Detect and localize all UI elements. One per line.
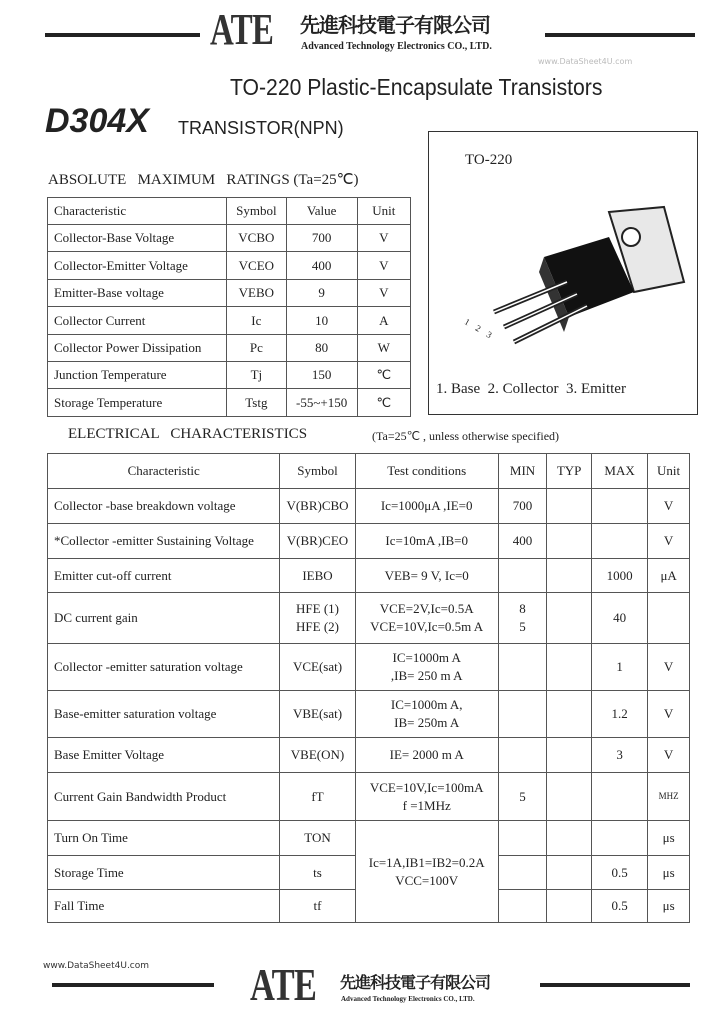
electrical-table — [47, 453, 690, 923]
header-rule-left — [45, 33, 200, 37]
symbol-cell: VEBO — [226, 279, 286, 306]
column-header-value: Value — [286, 198, 357, 225]
to220-package-icon — [459, 182, 689, 352]
min-cell: 5 — [498, 773, 546, 821]
test-conditions-cell: VCE=10V,Ic=100mA f =1MHz — [355, 773, 498, 821]
unit-cell: V — [357, 279, 410, 306]
unit-cell: ℃ — [357, 389, 410, 416]
table-header-row — [48, 454, 690, 489]
footer-rule-left — [52, 983, 214, 987]
symbol-cell: V(BR)CEO — [280, 524, 355, 559]
document-title: TO-220 Plastic-Encapsulate Transistors — [230, 74, 603, 100]
unit-cell: V — [648, 644, 690, 691]
footer-company-name-en: Advanced Technology Electronics CO., LTD. — [341, 995, 475, 1003]
footer-rule-right — [540, 983, 690, 987]
abs-max-heading: ABSOLUTE MAXIMUM RATINGS (Ta=25℃) — [48, 172, 359, 188]
min-cell: 400 — [498, 524, 546, 559]
symbol-cell: fT — [280, 773, 355, 821]
typ-cell — [547, 644, 592, 691]
test-conditions-cell: VEB= 9 V, Ic=0 — [355, 559, 498, 593]
value-cell: 700 — [286, 225, 357, 252]
footer-watermark: www.DataSheet4U.com — [43, 961, 150, 971]
unit-cell: V — [648, 489, 690, 524]
symbol-cell: VCE(sat) — [280, 644, 355, 691]
characteristic-cell: Current Gain Bandwidth Product — [48, 773, 280, 821]
value-cell: 400 — [286, 252, 357, 279]
table-row — [48, 334, 411, 361]
max-cell — [591, 821, 647, 856]
typ-cell — [547, 890, 592, 923]
value-cell: 80 — [286, 334, 357, 361]
characteristic-cell: Collector-Base Voltage — [48, 225, 227, 252]
table-row — [48, 644, 690, 691]
symbol-cell: VCBO — [226, 225, 286, 252]
typ-cell — [547, 559, 592, 593]
characteristic-cell: Collector-Emitter Voltage — [48, 252, 227, 279]
table-row — [48, 773, 690, 821]
max-cell: 1.2 — [591, 691, 647, 738]
table-row — [48, 559, 690, 593]
characteristic-cell: Collector Current — [48, 307, 227, 334]
min-cell — [498, 821, 546, 856]
test-conditions-cell: VCE=2V,Ic=0.5A VCE=10V,Ic=0.5m A — [355, 593, 498, 644]
column-header-max: MAX — [591, 454, 647, 489]
typ-cell — [547, 489, 592, 524]
unit-cell: ℃ — [357, 361, 410, 388]
column-header-min: MIN — [498, 454, 546, 489]
symbol-cell: Tstg — [226, 389, 286, 416]
watermark: www.DataSheet4U.com — [538, 57, 633, 66]
symbol-cell: V(BR)CBO — [280, 489, 355, 524]
test-conditions-cell: IE= 2000 m A — [355, 738, 498, 773]
typ-cell — [547, 593, 592, 644]
table-row — [48, 225, 411, 252]
characteristic-cell: Turn On Time — [48, 821, 280, 856]
table-row — [48, 593, 690, 644]
symbol-cell: VBE(sat) — [280, 691, 355, 738]
characteristic-cell: Base Emitter Voltage — [48, 738, 280, 773]
characteristic-cell: Collector -base breakdown voltage — [48, 489, 280, 524]
column-header-unit: Unit — [648, 454, 690, 489]
max-cell: 3 — [591, 738, 647, 773]
unit-cell — [648, 593, 690, 644]
column-header-characteristic: Characteristic — [48, 454, 280, 489]
header-rule-right — [545, 33, 695, 37]
pin-numbers: 1 2 3 — [462, 316, 497, 342]
company-name-cn: 先進科技電子有限公司 — [300, 13, 490, 37]
typ-cell — [547, 691, 592, 738]
table-header-row — [48, 198, 411, 225]
typ-cell — [547, 821, 592, 856]
characteristic-cell: Collector -emitter saturation voltage — [48, 644, 280, 691]
characteristic-cell: DC current gain — [48, 593, 280, 644]
column-header-typ: TYP — [547, 454, 592, 489]
column-header-symbol: Symbol — [226, 198, 286, 225]
max-cell — [591, 773, 647, 821]
value-cell: 150 — [286, 361, 357, 388]
unit-cell: μs — [648, 890, 690, 923]
characteristic-cell: Emitter-Base voltage — [48, 279, 227, 306]
max-cell: 0.5 — [591, 890, 647, 923]
footer-ate-logo: ATE — [250, 959, 317, 1010]
symbol-cell: VBE(ON) — [280, 738, 355, 773]
min-cell: 700 — [498, 489, 546, 524]
part-type: TRANSISTOR(NPN) — [178, 118, 344, 138]
table-row — [48, 389, 411, 416]
table-row — [48, 252, 411, 279]
characteristic-cell: Collector Power Dissipation — [48, 334, 227, 361]
symbol-cell: IEBO — [280, 559, 355, 593]
table-row — [48, 524, 690, 559]
min-cell — [498, 738, 546, 773]
symbol-cell: VCEO — [226, 252, 286, 279]
max-cell — [591, 489, 647, 524]
symbol-cell: Tj — [226, 361, 286, 388]
typ-cell — [547, 773, 592, 821]
max-cell: 1 — [591, 644, 647, 691]
symbol-cell: TON — [280, 821, 355, 856]
min-cell: 8 5 — [498, 593, 546, 644]
test-conditions-cell: IC=1000m A, IB= 250m A — [355, 691, 498, 738]
typ-cell — [547, 856, 592, 890]
electrical-heading: ELECTRICAL CHARACTERISTICS — [68, 426, 308, 442]
characteristic-cell: *Collector -emitter Sustaining Voltage — [48, 524, 280, 559]
table-row — [48, 307, 411, 334]
characteristic-cell: Fall Time — [48, 890, 280, 923]
unit-cell: W — [357, 334, 410, 361]
symbol-cell: tf — [280, 890, 355, 923]
value-cell: 9 — [286, 279, 357, 306]
column-header-characteristic: Characteristic — [48, 198, 227, 225]
value-cell: 10 — [286, 307, 357, 334]
test-conditions-cell: Ic=1A,IB1=IB2=0.2A VCC=100V — [355, 821, 498, 923]
package-name: TO-220 — [465, 152, 513, 168]
footer-company-name-cn: 先進科技電子有限公司 — [340, 973, 491, 992]
column-header-unit: Unit — [357, 198, 410, 225]
characteristic-cell: Base-emitter saturation voltage — [48, 691, 280, 738]
unit-cell: V — [357, 225, 410, 252]
unit-cell: μA — [648, 559, 690, 593]
test-conditions-cell: Ic=10mA ,IB=0 — [355, 524, 498, 559]
max-cell: 0.5 — [591, 856, 647, 890]
table-row — [48, 738, 690, 773]
typ-cell — [547, 524, 592, 559]
unit-cell: μs — [648, 821, 690, 856]
symbol-cell: Ic — [226, 307, 286, 334]
column-header-symbol: Symbol — [280, 454, 355, 489]
abs-max-table — [47, 197, 411, 417]
unit-cell: A — [357, 307, 410, 334]
table-row — [48, 361, 411, 388]
electrical-note: (Ta=25℃ , unless otherwise specified) — [372, 429, 560, 443]
min-cell — [498, 559, 546, 593]
table-row — [48, 691, 690, 738]
max-cell: 1000 — [591, 559, 647, 593]
test-conditions-cell: IC=1000m A ,IB= 250 m A — [355, 644, 498, 691]
test-conditions-cell: Ic=1000μA ,IE=0 — [355, 489, 498, 524]
table-row — [48, 489, 690, 524]
unit-cell: V — [648, 691, 690, 738]
table-row — [48, 279, 411, 306]
table-row — [48, 821, 690, 856]
value-cell: -55~+150 — [286, 389, 357, 416]
unit-cell: V — [648, 738, 690, 773]
characteristic-cell: Emitter cut-off current — [48, 559, 280, 593]
characteristic-cell: Storage Temperature — [48, 389, 227, 416]
part-number: D304X — [45, 102, 149, 140]
max-cell — [591, 524, 647, 559]
symbol-cell: Pc — [226, 334, 286, 361]
symbol-cell: ts — [280, 856, 355, 890]
package-box — [428, 131, 698, 415]
min-cell — [498, 856, 546, 890]
unit-cell: V — [357, 252, 410, 279]
typ-cell — [547, 738, 592, 773]
characteristic-cell: Storage Time — [48, 856, 280, 890]
column-header-test-conditions: Test conditions — [355, 454, 498, 489]
max-cell: 40 — [591, 593, 647, 644]
unit-cell: MHZ — [648, 773, 690, 821]
characteristic-cell: Junction Temperature — [48, 361, 227, 388]
unit-cell: μs — [648, 856, 690, 890]
symbol-cell: HFE (1) HFE (2) — [280, 593, 355, 644]
min-cell — [498, 890, 546, 923]
min-cell — [498, 644, 546, 691]
company-name-en: Advanced Technology Electronics CO., LTD. — [301, 41, 492, 52]
pin-legend: 1. Base 2. Collector 3. Emitter — [436, 381, 626, 397]
min-cell — [498, 691, 546, 738]
unit-cell: V — [648, 524, 690, 559]
ate-logo: ATE — [210, 5, 274, 54]
